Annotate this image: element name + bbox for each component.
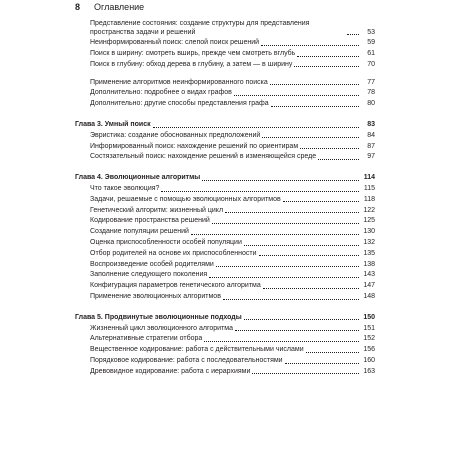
dot-leader <box>261 45 359 46</box>
toc-entry-title: Что такое эволюция? <box>90 185 160 193</box>
toc-page-number: 125 <box>363 217 375 225</box>
toc-entry-title: Состязательный поиск: нахождение решений в изменяющейся среде <box>90 153 317 161</box>
toc-page-number: 78 <box>367 89 375 97</box>
toc-page-number: 151 <box>363 324 375 332</box>
dot-leader <box>297 56 359 57</box>
toc-entry-title: Кодирование пространства решений <box>90 217 210 225</box>
toc-page-number: 87 <box>367 142 375 150</box>
toc-entry-title: Порядковое кодирование: работа с последовательностями <box>90 357 283 365</box>
toc-spacer <box>75 162 375 172</box>
toc-page-number: 122 <box>363 206 375 214</box>
toc-entry[interactable] <box>75 20 375 37</box>
toc-entry[interactable] <box>75 215 375 226</box>
toc-entry-title: Создание популяции решений <box>90 228 189 236</box>
toc-page-number: 147 <box>363 282 375 290</box>
toc-entry-title: Представление состояния: создание структуры для представления пространства задачи и решений <box>90 20 310 36</box>
toc-page-number: 130 <box>363 228 375 236</box>
toc-entry-title: Поиск в ширину: смотреть вширь, прежде чем смотреть вглубь <box>90 50 296 58</box>
toc-entry-title: Глава 5. Продвинутые эволюционные подходы <box>75 313 242 321</box>
dot-leader <box>285 363 359 364</box>
dot-leader <box>234 95 359 96</box>
toc-entry-title: Вещественное кодирование: работа с действительными числами <box>90 346 304 354</box>
toc-entry-title: Заполнение следующего поколения <box>90 271 208 279</box>
toc-page-number: 61 <box>367 50 375 58</box>
toc-page-number: 132 <box>363 239 375 247</box>
toc-entry-title: Жизненный цикл эволюционного алгоритма <box>90 324 233 332</box>
toc-page-number: 143 <box>363 271 375 279</box>
toc-entry-title: Неинформированный поиск: слепой поиск решений <box>90 39 260 47</box>
toc-page-number: 97 <box>367 153 375 161</box>
toc-entry[interactable] <box>75 237 375 248</box>
toc-page-number: 77 <box>367 78 375 86</box>
dot-leader <box>318 159 359 160</box>
toc-page-number: 163 <box>363 367 375 375</box>
toc-entry[interactable] <box>75 204 375 215</box>
toc-entry[interactable] <box>75 269 375 280</box>
toc-page-number: 70 <box>367 60 375 68</box>
toc-entry[interactable] <box>75 226 375 237</box>
toc-page-number: 53 <box>367 28 375 36</box>
toc-entry-title: Применение эволюционных алгоритмов <box>90 293 221 301</box>
page-number: 8 <box>75 1 81 12</box>
toc-page-number: 83 <box>367 121 375 129</box>
dot-leader <box>300 148 359 149</box>
toc-entry-title: Глава 3. Умный поиск <box>75 121 151 129</box>
toc-page-number: 115 <box>363 185 375 193</box>
toc-page-number: 156 <box>363 346 375 354</box>
dot-leader <box>244 245 359 246</box>
toc-entry[interactable] <box>75 333 375 344</box>
toc-entry-title: Поиск в глубину: обход дерева в глубину, а затем — в ширину <box>90 60 293 68</box>
page-header <box>75 0 144 13</box>
toc-entry-title: Задачи, решаемые с помощью эволюционных алгоритмов <box>90 195 281 203</box>
toc-page-number: 80 <box>367 100 375 108</box>
dot-leader <box>262 137 359 138</box>
toc-page-number: 150 <box>363 313 375 321</box>
dot-leader <box>283 201 359 202</box>
toc-entry-title: Дополнительно: другие способы представления графа <box>90 100 269 108</box>
dot-leader <box>270 84 359 85</box>
toc-page-number: 118 <box>363 195 375 203</box>
dot-leader <box>235 330 359 331</box>
toc-entry[interactable] <box>75 366 375 377</box>
dot-leader <box>294 66 359 67</box>
dot-leader <box>244 319 359 320</box>
toc-spacer <box>75 69 375 76</box>
toc-entry[interactable] <box>75 37 375 48</box>
dot-leader <box>204 341 359 342</box>
toc-chapter-entry[interactable] <box>75 172 375 183</box>
dot-leader <box>216 266 359 267</box>
dot-leader <box>202 180 359 181</box>
toc-entry[interactable] <box>75 59 375 70</box>
toc-entry[interactable] <box>75 280 375 291</box>
toc-entry[interactable] <box>75 151 375 162</box>
toc-entry[interactable] <box>75 98 375 109</box>
dot-leader <box>263 288 359 289</box>
running-title: Оглавление <box>94 1 145 12</box>
toc-entry-title: Оценка приспособленности особей популяции <box>90 239 242 247</box>
toc-spacer <box>75 109 375 119</box>
toc-entry[interactable] <box>75 194 375 205</box>
toc-page-number: 135 <box>363 249 375 257</box>
toc-entry-title: Применение алгоритмов неинформированного поиска <box>90 78 268 86</box>
dot-leader <box>212 223 359 224</box>
toc-entry[interactable] <box>75 140 375 151</box>
dot-leader <box>306 352 359 353</box>
toc-page-number: 59 <box>367 39 375 47</box>
toc-entry-title: Альтернативные стратегии отбора <box>90 335 203 343</box>
toc-chapter-entry[interactable] <box>75 312 375 323</box>
dot-leader <box>252 373 359 374</box>
table-of-contents <box>75 20 375 376</box>
dot-leader <box>153 127 359 128</box>
dot-leader <box>223 299 359 300</box>
toc-entry-title: Воспроизведение особей родителями <box>90 260 214 268</box>
dot-leader <box>161 191 359 192</box>
toc-entry[interactable] <box>75 48 375 59</box>
toc-page-number: 84 <box>367 131 375 139</box>
toc-entry-title: Глава 4. Эволюционные алгоритмы <box>75 174 201 182</box>
dot-leader <box>347 34 359 35</box>
toc-page-number: 114 <box>363 174 375 182</box>
toc-entry-title: Отбор родителей на основе их приспособленности <box>90 249 257 257</box>
toc-entry[interactable] <box>75 76 375 87</box>
toc-entry-title: Генетический алгоритм: жизненный цикл <box>90 206 224 214</box>
toc-page-number: 152 <box>363 335 375 343</box>
toc-entry[interactable] <box>75 258 375 269</box>
toc-entry-title: Конфигурация параметров генетического алгоритма <box>90 282 261 290</box>
toc-entry-title: Информированный поиск: нахождение решений по ориентирам <box>90 142 299 150</box>
toc-page-number: 148 <box>363 293 375 301</box>
dot-leader <box>191 234 359 235</box>
toc-entry[interactable] <box>75 355 375 366</box>
toc-entry[interactable] <box>75 248 375 259</box>
toc-page-number: 160 <box>363 357 375 365</box>
toc-entry-title: Эвристика: создание обоснованных предположений <box>90 131 261 139</box>
toc-page-number: 138 <box>363 260 375 268</box>
toc-entry[interactable] <box>75 291 375 302</box>
dot-leader <box>259 255 360 256</box>
toc-entry-title: Древовидное кодирование: работа с иерархиями <box>90 367 251 375</box>
dot-leader <box>225 212 359 213</box>
dot-leader <box>271 106 359 107</box>
toc-entry[interactable] <box>75 322 375 333</box>
toc-entry[interactable] <box>75 344 375 355</box>
toc-chapter-entry[interactable] <box>75 119 375 130</box>
toc-entry[interactable] <box>75 183 375 194</box>
toc-entry[interactable] <box>75 87 375 98</box>
dot-leader <box>209 277 359 278</box>
toc-spacer <box>75 302 375 312</box>
toc-entry-title: Дополнительно: подробнее о видах графов <box>90 89 232 97</box>
toc-entry[interactable] <box>75 130 375 141</box>
